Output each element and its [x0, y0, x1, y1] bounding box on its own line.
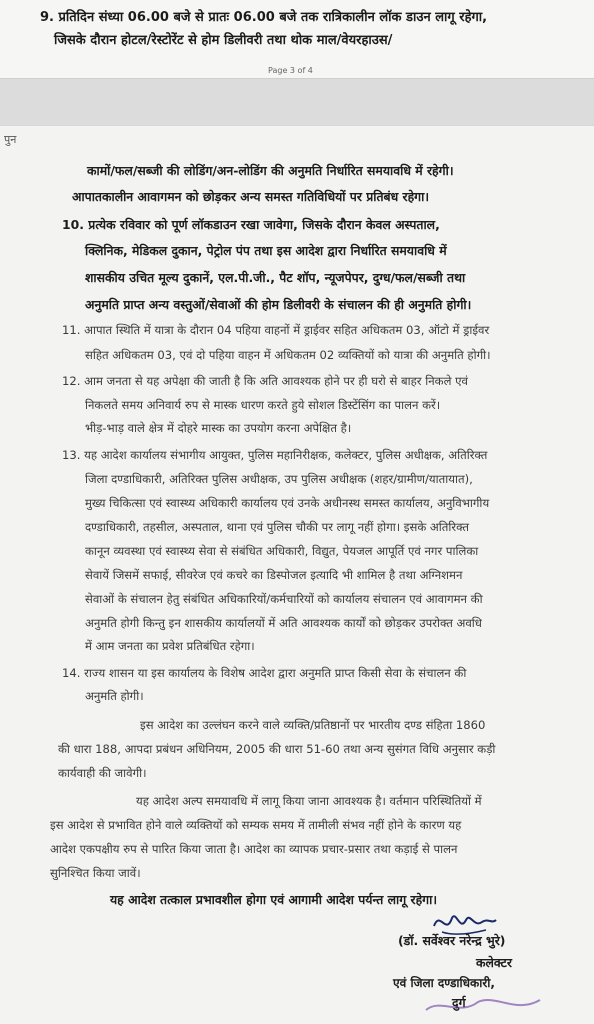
text-line: 10. प्रत्येक रविवार को पूर्ण लॉकडाउन रखा जावेगा, जिसके दौरान केवल अस्पताल, [62, 217, 440, 232]
signatory-place: दुर्ग [452, 995, 466, 1010]
text-line: की धारा 188, आपदा प्रबंधन अधिनियम, 2005 की धारा 51-60 तथा अन्य सुसंगत विधि अनुसार कड़ी [58, 742, 496, 756]
text-line: यह आदेश तत्काल प्रभावशील होगा एवं आगामी आदेश पर्यन्त लागू रहेगा। [110, 892, 438, 907]
text-line: सहित अधिकतम 03, एवं दो पहिया वाहन में अधिकतम 02 व्यक्तियों को यात्रा की अनुमति होगी। [85, 348, 491, 362]
paragraph-9-line-1: 9. प्रतिदिन संध्या 06.00 बजे से प्रातः 06.00 बजे तक रात्रिकालीन लॉक डाउन लागू रहेगा, [40, 10, 488, 25]
text-line: 14. राज्य शासन या इस कार्यालय के विशेष आदेश द्वारा अनुमति प्राप्त किसी सेवा के संचालन की [62, 666, 467, 680]
text-line: आपातकालीन आवागमन को छोड़कर अन्य समस्त गतिविधियों पर प्रतिबंध रहेगा। [72, 189, 430, 204]
text-line: सुनिश्चित किया जावें। [50, 866, 141, 880]
text-line: 12. आम जनता से यह अपेक्षा की जाती है कि अति आवश्यक होने पर ही घरो से बाहर निकले एवं [62, 374, 468, 388]
margin-mark: पुन [4, 133, 17, 146]
text-line: क्लिनिक, मेडिकल दुकान, पेट्रोल पंप तथा इस आदेश द्वारा निर्धारित समयावधि में [85, 243, 447, 258]
paragraph-9-line-2: जिसके दौरान होटल/रेस्टोरेंट से होम डिलीवरी तथा थोक माल/वेयरहाउस/ [54, 33, 393, 48]
signatory-title: कलेक्टर [476, 955, 512, 970]
page-number: Page 3 of 4 [268, 66, 313, 75]
document-page [0, 126, 594, 1024]
signatory-name: (डॉ. सर्वेश्वर नरेन्द्र भुरे) [398, 933, 506, 948]
text-line: कानून व्यवस्था एवं स्वास्थ्य सेवा से संबंधित अधिकारी, विद्युत, पेयजल आपूर्ति एवं नगर पालिका [85, 544, 479, 558]
text-line: में आम जनता का प्रवेश प्रतिबंधित रहेगा। [85, 639, 255, 653]
official-stamp [420, 992, 560, 1022]
text-line: शासकीय उचित मूल्य दुकानें, एल.पी.जी., पैट शॉप, न्यूजपेपर, दुग्ध/फल/सब्जी तथा [85, 270, 466, 285]
text-line: भीड़-भाड़ वाले क्षेत्र में दोहरे मास्क का उपयोग करना अपेक्षित है। [85, 421, 352, 435]
signatory-footer: एवं जिला दण्डाधिकारी, [393, 976, 495, 990]
text-line: सेवाओं के संचालन हेतु संबंधित अधिकारियों/कर्मचारियों को कार्यालय संचालन एवं आवागमन की [85, 592, 483, 606]
text-line: निकलते समय अनिवार्य रुप से मास्क धारण करते हुये सोशल डिस्टेंसिंग का पालन करें। [85, 398, 441, 412]
text-line: कामों/फल/सब्जी की लोडिंग/अन-लोडिंग की अनुमति निर्धारित समयावधि में रहेगी। [87, 163, 454, 178]
previous-page-fragment [0, 0, 594, 79]
text-line: 11. आपात स्थिति में यात्रा के दौरान 04 पहिया वाहनों में ड्राईवर सहित अधिकतम 03, ऑटो में ड्राईवर [62, 323, 490, 337]
text-line: सेवायें जिसमें सफाई, सीवरेज एवं कचरे का डिस्पोजल इत्यादि भी शामिल है तथा अग्निशमन [85, 568, 463, 582]
text-line: अनुमति होगी। [85, 689, 144, 703]
text-line: जिला दण्डाधिकारी, अतिरिक्त पुलिस अधीक्षक, उप पुलिस अधीक्षक (शहर/ग्रामीण/यातायात), [85, 472, 473, 486]
page-gap [0, 79, 594, 125]
text-line: 13. यह आदेश कार्यालय संभागीय आयुक्त, पुलिस महानिरीक्षक, कलेक्टर, पुलिस अधीक्षक, अतिरिक्त [62, 448, 488, 462]
text-line: यह आदेश अल्प समयावधि में लागू किया जाना आवश्यक है। वर्तमान परिस्थितियों में [136, 794, 482, 808]
text-line: इस आदेश से प्रभावित होने वाले व्यक्तियों को सम्यक समय में तामीली संभव नहीं होने के कारण यह [50, 818, 462, 832]
text-line: आदेश एकपक्षीय रुप से पारित किया जाता है। आदेश का व्यापक प्रचार-प्रसार तथा कड़ाई से पालन [50, 842, 458, 856]
text-line: मुख्य चिकित्सा एवं स्वास्थ्य अधिकारी कार्यालय एवं उनके अधीनस्थ समस्त कार्यालय, अनुविभागीय [85, 496, 490, 510]
text-line: कार्यवाही की जावेगी। [58, 766, 147, 780]
paragraph-9 [40, 6, 580, 52]
text-line: अनुमति प्राप्त अन्य वस्तुओं/सेवाओं की होम डिलीवरी के संचालन की ही अनुमति होगी। [85, 297, 472, 312]
text-line: इस आदेश का उल्लंघन करने वाले व्यक्ति/प्रतिष्ठानों पर भारतीय दण्ड संहिता 1860 [140, 718, 486, 732]
text-line: दण्डाधिकारी, तहसील, अस्पताल, थाना एवं पुलिस चौकी पर लागू नहीं होगा। इसके अतिरिक्त [85, 520, 469, 534]
text-line: अनुमति होगी किन्तु इन शासकीय कार्यालयों में अति आवश्यक कार्यों को छोड़कर उपरोक्त अवधि [85, 616, 482, 630]
